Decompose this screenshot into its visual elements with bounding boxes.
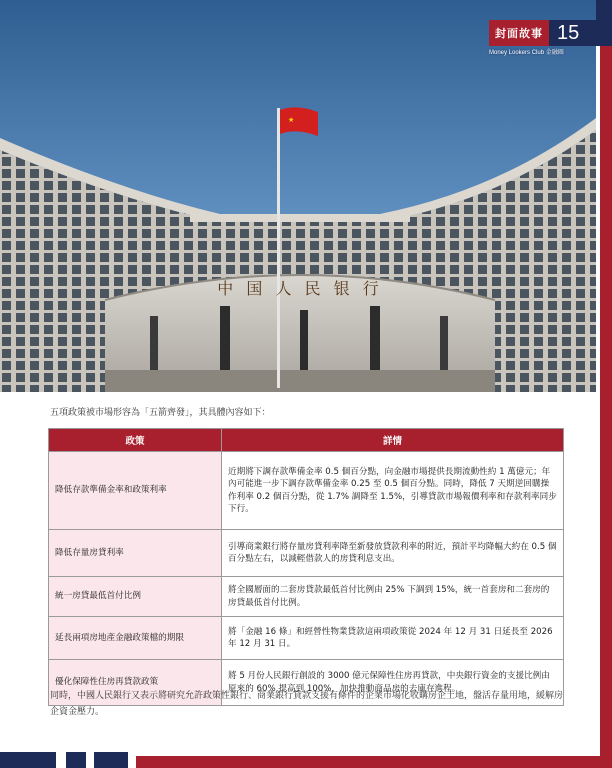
cover-photo [0,0,596,392]
policy-detail: 引導商業銀行將存量房貸利率降至新發放貸款利率的附近，預計平均降幅大約在 0.5 個百分點左右，以減輕借款人的房貸利息支出。 [222,530,564,577]
policy-name: 延長兩項房地產金融政策檔的期限 [49,617,222,660]
table-row [49,617,564,660]
right-edge-bar [600,0,612,768]
table-row [49,530,564,577]
policy-detail: 近期將下調存款準備金率 0.5 個百分點，向金融市場提供長期流動性約 1 萬億元；年內可能進一步下調存款準備金率 0.25 至 0.5 個百分點。同時，降低 7 天期逆回購操作利率 0.2 個百分點，從 1.7% 調降至 1.5%，引導貸款市場報價利率和存款利率同步下行。 [222,452,564,530]
policy-detail: 將全國層面的二套房貸款最低首付比例由 25% 下調到 15%，統一首套房和二套房的房貸最低首付比例。 [222,577,564,617]
table-row [49,452,564,530]
policy-detail: 將「金融 16 條」和經營性物業貸款這兩項政策從 2024 年 12 月 31 日延長至 2026 年 12 月 31 日。 [222,617,564,660]
closing-paragraph: 同時，中國人民銀行又表示將研究允許政策性銀行、商業銀行貸款支援有條件的企業市場化收購房企土地，盤活存量用地，緩解房企資金壓力。 [50,691,564,718]
intro-text: 五項政策被市場形容為「五箭齊發」，其具體內容如下： [50,408,271,418]
bottom-decor-stripes [0,752,600,768]
building-sign: 中 国 人 民 银 行 [217,279,383,298]
table-row [49,577,564,617]
header-policy: 政策 [49,429,222,452]
policy-name: 降低存量房貸利率 [49,530,222,577]
bank-building-photo [0,0,596,392]
right-edge-bar-top [596,0,612,46]
policy-table [48,428,564,706]
policy-name: 優化保障性住房再貸款政策 [49,660,222,706]
policy-name: 統一房貸最低首付比例 [49,577,222,617]
page-number: 15 [549,20,597,46]
section-header [489,20,597,46]
policy-name: 降低存款準備金率和政策利率 [49,452,222,530]
svg-text:★: ★ [288,116,295,124]
policy-detail: 將 5 月份人民銀行創設的 3000 億元保障性住房再貸款，中央銀行資金的支援比例由原來的 60% 提高到 100%，加快推動商品房的去庫存進程。 [222,660,564,706]
section-title: 封面故事 [489,20,549,46]
table-header-row [49,429,564,452]
publication-name: Money Lookers Club 金融圈 [489,50,564,56]
header-detail: 詳情 [222,429,564,452]
